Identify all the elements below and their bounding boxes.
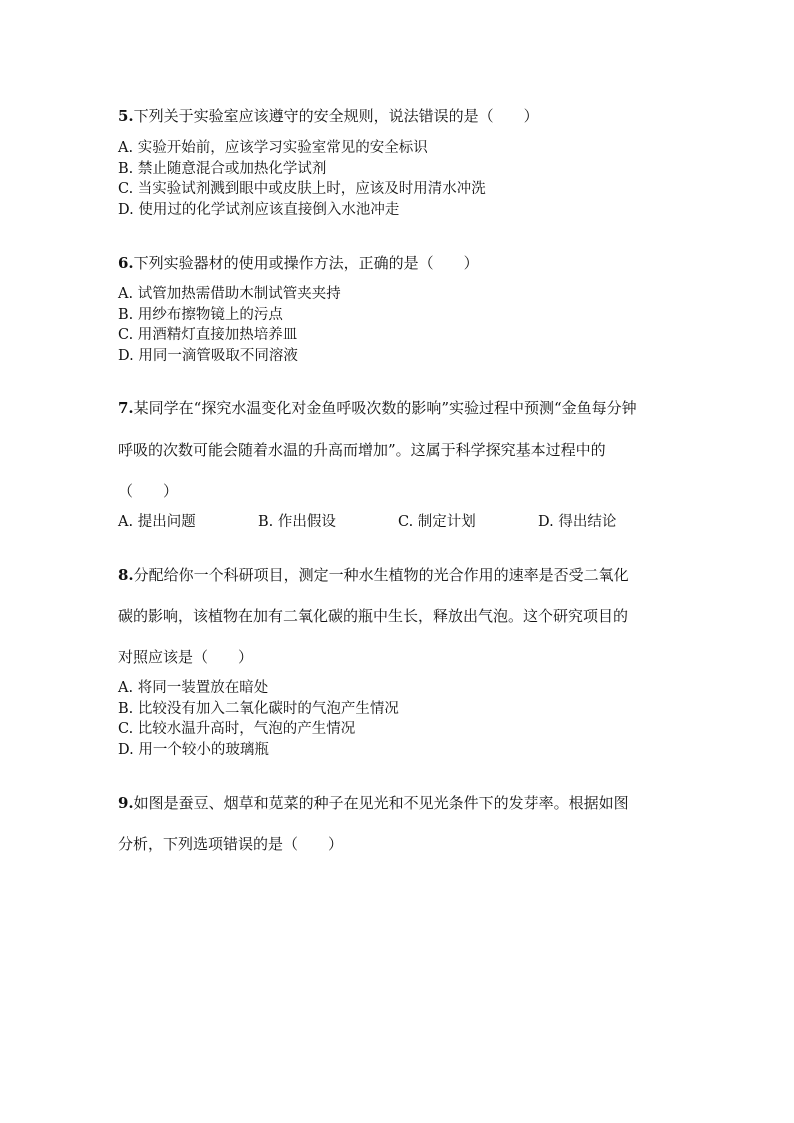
question-8-number: 8. — [118, 566, 134, 584]
question-5-number: 5. — [118, 107, 134, 125]
question-6-option-a: A. 试管加热需借助木制试管夹夹持 — [118, 286, 341, 302]
question-5-stem-line-1: 下列关于实验室应该遵守的安全规则，说法错误的是（ ） — [133, 107, 539, 125]
question-6-option-b: B. 用纱布擦物镜上的污点 — [118, 307, 283, 323]
question-7-option-a: A. 提出问题 — [118, 514, 196, 530]
question-8-option-b: B. 比较没有加入二氧化碳时的气泡产生情况 — [118, 701, 399, 717]
question-8-stem-line-1: 分配给你一个科研项目，测定一种水生植物的光合作用的速率是否受二氧化 — [133, 566, 629, 584]
question-6-stem-line-1: 下列实验器材的使用或操作方法，正确的是（ ） — [133, 254, 479, 272]
question-6-option-d: D. 用同一滴管吸取不同溶液 — [118, 348, 298, 364]
question-6-number: 6. — [118, 254, 134, 272]
question-7-option-d: D. 得出结论 — [538, 514, 617, 530]
question-9-number: 9. — [118, 794, 134, 812]
question-8-option-a: A. 将同一装置放在暗处 — [118, 680, 269, 696]
question-6-option-c: C. 用酒精灯直接加热培养皿 — [118, 327, 298, 343]
question-9-stem-line-2: 分析，下列选项错误的是（ ） — [118, 835, 344, 853]
question-5-option-a: A. 实验开始前，应该学习实验室常见的安全标识 — [118, 140, 428, 156]
question-8-option-d: D. 用一个较小的玻璃瓶 — [118, 742, 269, 758]
question-8-stem-line-2: 碳的影响，该植物在加有二氧化碳的瓶中生长，释放出气泡。这个研究项目的 — [118, 607, 629, 625]
question-8-option-c: C. 比较水温升高时，气泡的产生情况 — [118, 721, 356, 737]
question-5-option-b: B. 禁止随意混合或加热化学试剂 — [118, 161, 327, 177]
question-9-stem-line-1: 如图是蚕豆、烟草和苋菜的种子在见光和不见光条件下的发芽率。根据如图 — [133, 794, 629, 812]
question-8-stem-line-3: 对照应该是（ ） — [118, 648, 254, 666]
question-7-number: 7. — [118, 399, 134, 417]
question-5-option-d: D. 使用过的化学试剂应该直接倒入水池冲走 — [118, 202, 400, 218]
question-7-stem-line-2: 呼吸的次数可能会随着水温的升高而增加”。这属于科学探究基本过程中的 — [118, 441, 606, 459]
question-8-stem — [118, 565, 629, 585]
question-7-option-b: B. 作出假设 — [258, 514, 336, 530]
question-7-stem-line-1: 某同学在“探究水温变化对金鱼呼吸次数的影响”实验过程中预测“金鱼每分钟 — [133, 399, 637, 417]
question-7-stem — [118, 398, 637, 418]
question-5-option-c: C. 当实验试剂溅到眼中或皮肤上时，应该及时用清水冲洗 — [118, 181, 486, 197]
question-6-stem — [118, 253, 479, 273]
question-7-stem-line-3: （ ） — [118, 482, 179, 500]
question-7-options — [118, 512, 616, 532]
question-9-stem — [118, 793, 629, 813]
question-5-stem — [118, 106, 539, 126]
question-7-option-c: C. 制定计划 — [398, 514, 476, 530]
